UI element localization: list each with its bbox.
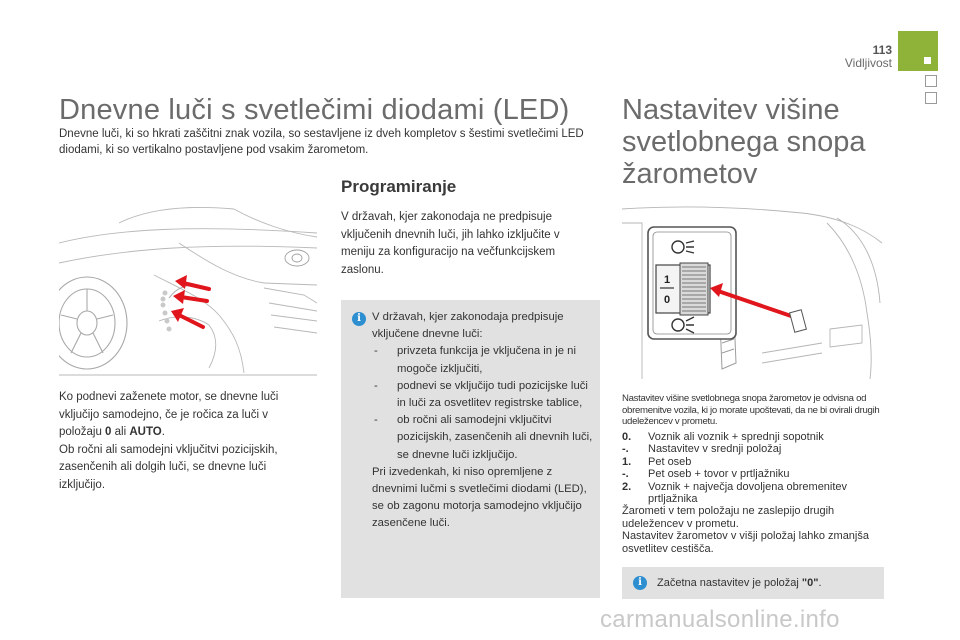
info-icon: i (633, 576, 647, 590)
list-item: 1. Pet oseb (622, 455, 692, 468)
headlight-auto-text: Ko podnevi zaženete motor, se dnevne luči vključijo samodejno, če je ročica za luči v položaju 0 ali AUTO. Ob ročni ali samodejni vključitvi pozicijskih, zasenčenih ali dolgih luči, se dnevne luči izključijo. (59, 391, 279, 491)
info-note-box (341, 300, 600, 598)
dial-label-bottom: 0 (663, 294, 671, 306)
list-item: - ob ročni ali samodejni vključitvi pozicijskih, zasenčenih ali dnevnih luči, se dnevne luči izključijo. (374, 414, 593, 461)
watermark: carmanualsonline.info (600, 606, 840, 633)
list-item: - privzeta funkcija je vključena in je ni mogoče izključiti, (374, 345, 576, 375)
programming-text: V državah, kjer zakonodaja ne predpisuje vključenih dnevnih luči, jih lahko izključite v meniju za konfiguracijo na večfunkcijskem zaslonu. (341, 211, 560, 276)
section-name: Vidljivost (844, 56, 892, 70)
beam-position-list (622, 431, 887, 555)
beam-height-caption: Nastavitev višine svetlobnega snopa žarometov je odvisna od obremenitve vozila, ki jo morate upoštevati, da ne bi ovirali drugih udeležencev v prometu. (622, 393, 880, 428)
info-icon: i (352, 312, 366, 326)
beam-note-high-setting: Nastavitev žarometov v višji položaj lahko zmanjša osvetlitev cestišča. (622, 530, 869, 555)
list-item: 0. Voznik ali voznik + sprednji sopotnik (622, 431, 824, 443)
page-title: Dnevne luči s svetlečimi diodami (LED) (59, 94, 570, 126)
section-heading-programming: Programiranje (341, 177, 457, 196)
tab-marker (924, 57, 931, 64)
car-front-illustration (59, 203, 319, 381)
chapter-tab[interactable] (925, 75, 937, 87)
headlight-adjuster-illustration (622, 203, 884, 381)
note-intro: V državah, kjer zakonodaja predpisuje vključene dnevne luči: (372, 311, 564, 341)
list-item: -. Nastavitev v srednji položaj (622, 443, 782, 456)
list-item: 2. Voznik + največja dovoljena obremenitev prtljažnika (622, 480, 848, 506)
intro-text: Dnevne luči, ki so hkrati zaščitni znak vozila, so sestavljene iz dveh kompletov s šestimi svetlečimi LED diodami, ki so vertikalno postavljene pod vsakim žarometom. (59, 128, 584, 156)
chapter-tab[interactable] (925, 92, 937, 104)
list-item: - podnevi se vključijo tudi pozicijske luči in luči za osvetlitev registrske tablice, (374, 379, 588, 410)
note-outro: Pri izvedenkah, ki niso opremljene z dnevnimi lučmi s svetlečimi diodami (LED), se ob zagonu motorja samodejno vključijo zasenčene luči. (372, 465, 587, 530)
page-number: 113 (872, 43, 892, 57)
tip-text: Začetna nastavitev je položaj "0". (657, 577, 822, 589)
note-list (372, 343, 596, 463)
section-title-beam-height: Nastavitev višine svetlobnega snopa žarometov (622, 94, 866, 190)
chapter-tab-active[interactable] (898, 31, 938, 71)
dial-label-top: 1 (663, 274, 671, 286)
headlight-switch-off-text: Ob ročni ali samodejni vključitvi pozicijskih, zasenčenih ali dolgih luči, se dnevne luči izključijo. (59, 443, 278, 491)
tip-box (622, 567, 884, 599)
beam-note-no-glare: Žarometi v tem položaju ne zaslepijo drugih udeležencev v prometu. (622, 505, 835, 530)
list-item: -. Pet oseb + tovor v prtljažniku (622, 468, 790, 481)
